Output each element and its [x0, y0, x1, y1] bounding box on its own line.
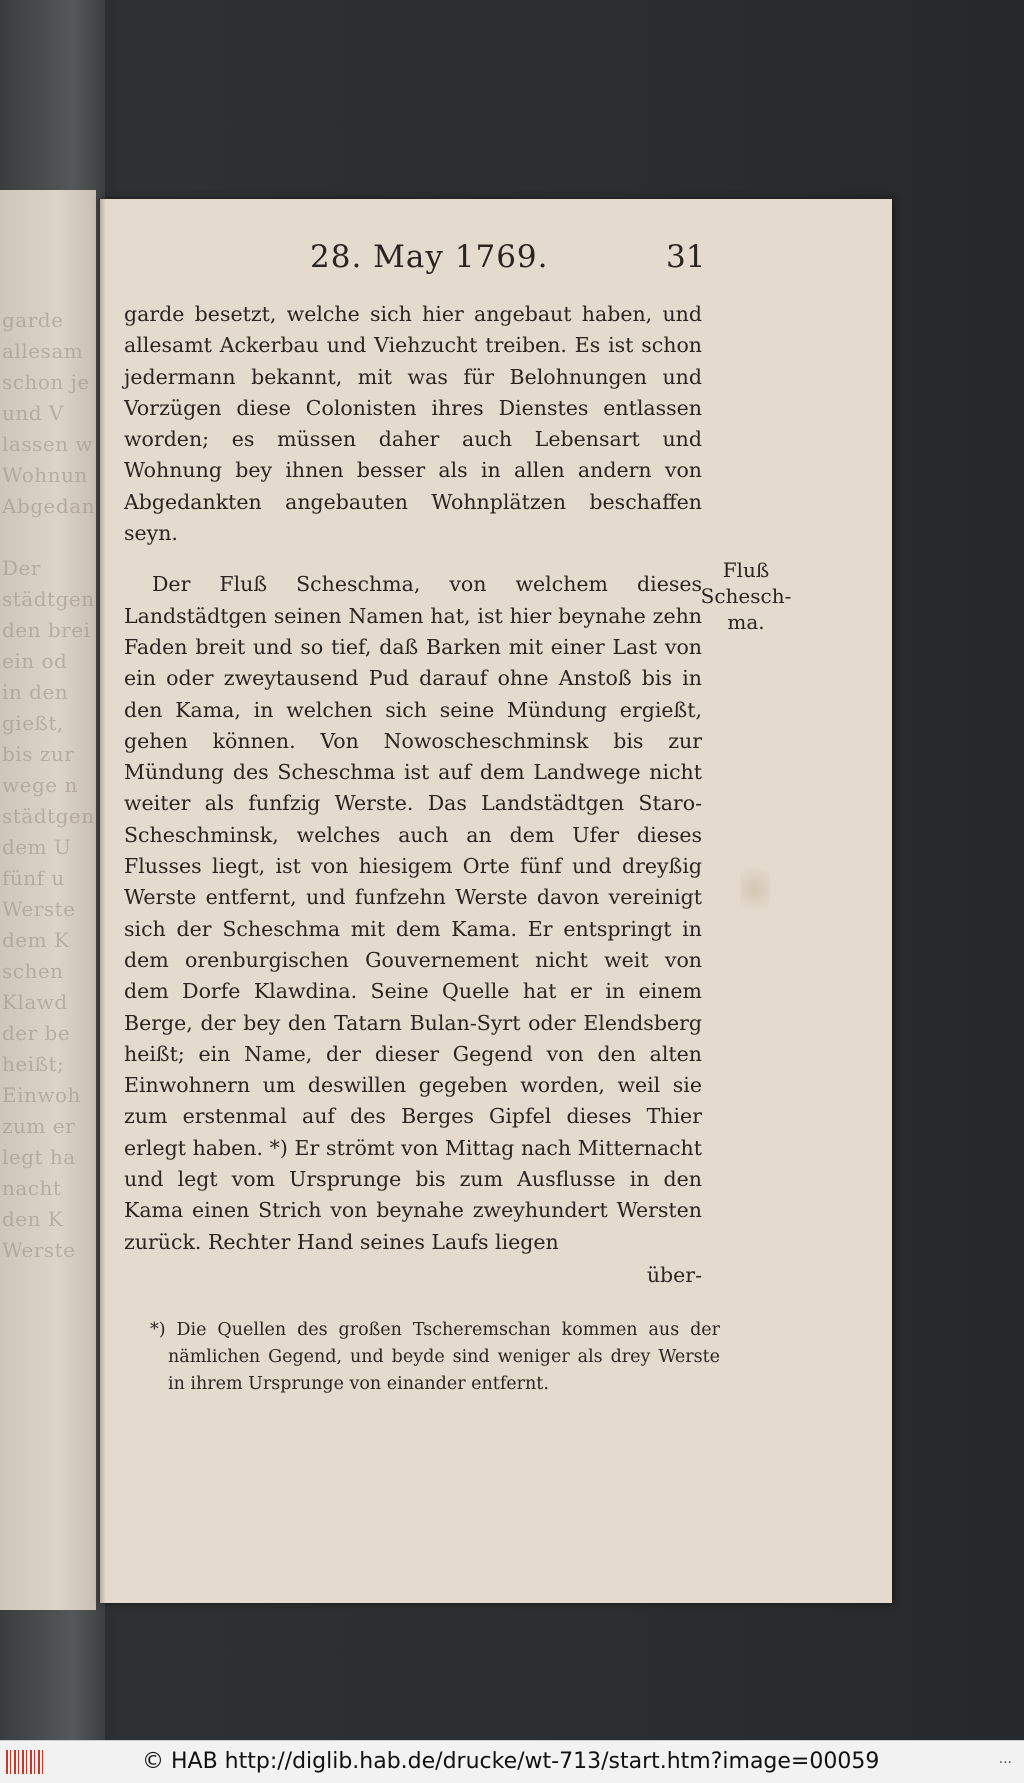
margin-note: Fluß Schesch-ma.: [700, 558, 792, 634]
footnote: *) Die Quellen des großen Tscheremschan kommen aus der nämlichen Gegend, und beyde sind weniger als drey Werste in ihrem Ursprunge von einander entfernt.: [150, 1320, 720, 1394]
viewer-footer: [0, 1740, 1024, 1783]
facing-page-text: garde allesam schon je und V lassen w Wohnun Abgedan Der städtgen den brei ein od in den gießt, bis zur wege n städtgen dem U fünf u Werste dem K schen Klawd der be heißt; Einwoh zum er legt ha nacht den K Werste: [2, 308, 95, 1262]
facing-page-edge: [0, 190, 96, 1610]
source-url[interactable]: © HAB http://diglib.hab.de/drucke/wt-713/start.htm?image=00059: [142, 1749, 880, 1774]
paragraph: Der Fluß Scheschma, von welchem dieses Landstädtgen seinen Namen hat, ist hier beynahe zehn Faden breit und so tief, daß Barken mit einer Last von ein oder zweytausend Pud darauf ohne Anstoß bis in den Kama, in welchen sich seine Mündung ergießt, gehen können. Von Nowoscheschminsk bis zur Mündung des Scheschma ist auf dem Landwege nicht weiter als funfzig Werste. Das Landstädtgen Staro-Scheschminsk, welches auch an dem Ufer dieses Flusses liegt, ist von hiesigem Orte fünf und dreyßig Werste entfernt, und funfzehn Werste davon vereinigt sich der Scheschma mit dem Kama. Er entspringt in dem orenburgischen Gouvernement nicht weit von dem Dorfe Klawdina. Seine Quelle hat er in einem Berge, der bey den Tatarn Bulan-Syrt oder Elendsberg heißt; ein Name, der dieser Gegend von den alten Einwohnern um deswillen gegeben worden, weil sie zum erstenmal auf des Berges Gipfel dieses Thier erlegt haben. *) Er strömt von Mittag nach Mitternacht und legt vom Ursprunge bis zum Ausflusse in den Kama einen Strich von beynahe zweyhundert Wersten zurück. Rechter Hand seines Laufs liegen: [124, 572, 702, 1254]
catchword: über-: [646, 1262, 702, 1287]
book-page: [100, 199, 892, 1603]
paragraph: garde besetzt, welche sich hier angebaut haben, und allesamt Ackerbau und Viehzucht treiben. Es ist schon jedermann bekannt, mit was für Belohnungen und Vorzügen diese Colonisten ihres Dienstes entlassen worden; es müssen daher auch Lebensart und Wohnung bey ihnen besser als in allen andern von Abgedankten angebauten Wohnplätzen beschaffen seyn.: [124, 302, 702, 546]
barcode-logo-icon: [6, 1750, 44, 1774]
body-text: [124, 299, 702, 1291]
page-number: 31: [666, 239, 706, 275]
more-icon[interactable]: ...: [998, 1751, 1012, 1767]
paper-stain: [740, 859, 770, 919]
running-head: 28. May 1769.: [310, 239, 549, 275]
